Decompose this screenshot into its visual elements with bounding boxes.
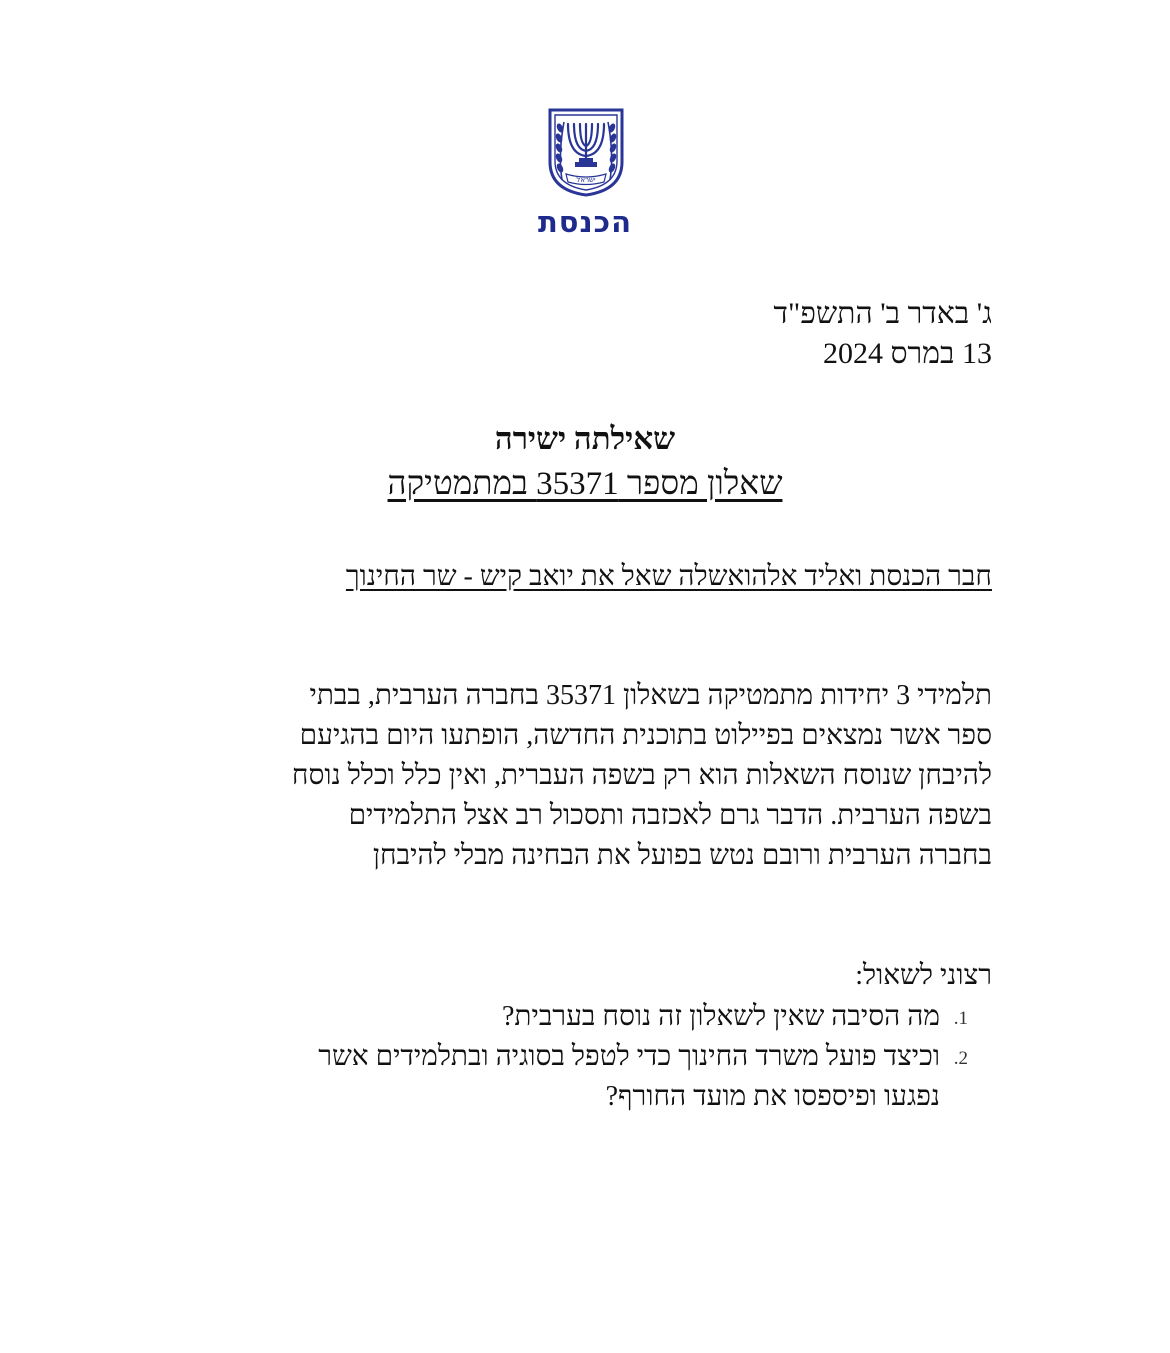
state-of-israel-menorah-emblem-icon	[546, 106, 626, 198]
asker-line	[192, 558, 992, 596]
date-block	[492, 294, 992, 374]
asker-text: חבר הכנסת ואליד אלהואשלה שאל את יואב קיש - שר החינוך	[345, 561, 992, 592]
body-line: ספר אשר נמצאים בפיילוט בתוכנית החדשה, הופתעו היום בהגיעם	[299, 720, 992, 751]
hebrew-date: ג' באדר ב' התשפ"ד	[773, 297, 992, 330]
question-number: 2.	[953, 1048, 968, 1069]
body-line: להיבחן שנוסח השאלות הוא רק בשפה העברית, ואין כלל וכלל נוסח	[291, 760, 992, 791]
questions-list	[202, 997, 968, 1117]
question-line: וכיצד פועל משרד החינוך כדי לטפל בסוגיה ובתלמידים אשר	[318, 1041, 940, 1072]
body-line: בשפה הערבית. הדבר גרם לאכזבה ותסכול רב אצל התלמידים	[348, 800, 992, 831]
body-line: בחברה הערבית ורובם נטש בפועל את הבחינה מבלי להיבחן	[372, 840, 992, 871]
questions-label: רצוני לשאול:	[855, 960, 992, 991]
question-item	[202, 1037, 968, 1117]
question-line: מה הסיבה שאין לשאלון זה נוסח בערבית?	[501, 1001, 940, 1032]
document-title: שאילתה ישירה	[494, 421, 676, 456]
question-line: נפגעו ופיספסו את מועד החורף?	[605, 1081, 940, 1112]
svg-text:ישראל: ישראל	[576, 176, 596, 184]
question-number: 1.	[953, 1008, 968, 1029]
body-line: תלמידי 3 יחידות מתמטיקה בשאלון 35371 בחברה הערבית, בבתי	[309, 680, 992, 711]
institution-name: הכנסת	[537, 205, 632, 239]
document-subtitle	[185, 462, 985, 506]
gregorian-date: 13 במרס 2024	[822, 337, 992, 370]
document-subtitle-text: שאלון מספר 35371 במתמטיקה	[387, 466, 783, 502]
question-item	[202, 997, 968, 1037]
body-paragraph	[192, 676, 992, 876]
